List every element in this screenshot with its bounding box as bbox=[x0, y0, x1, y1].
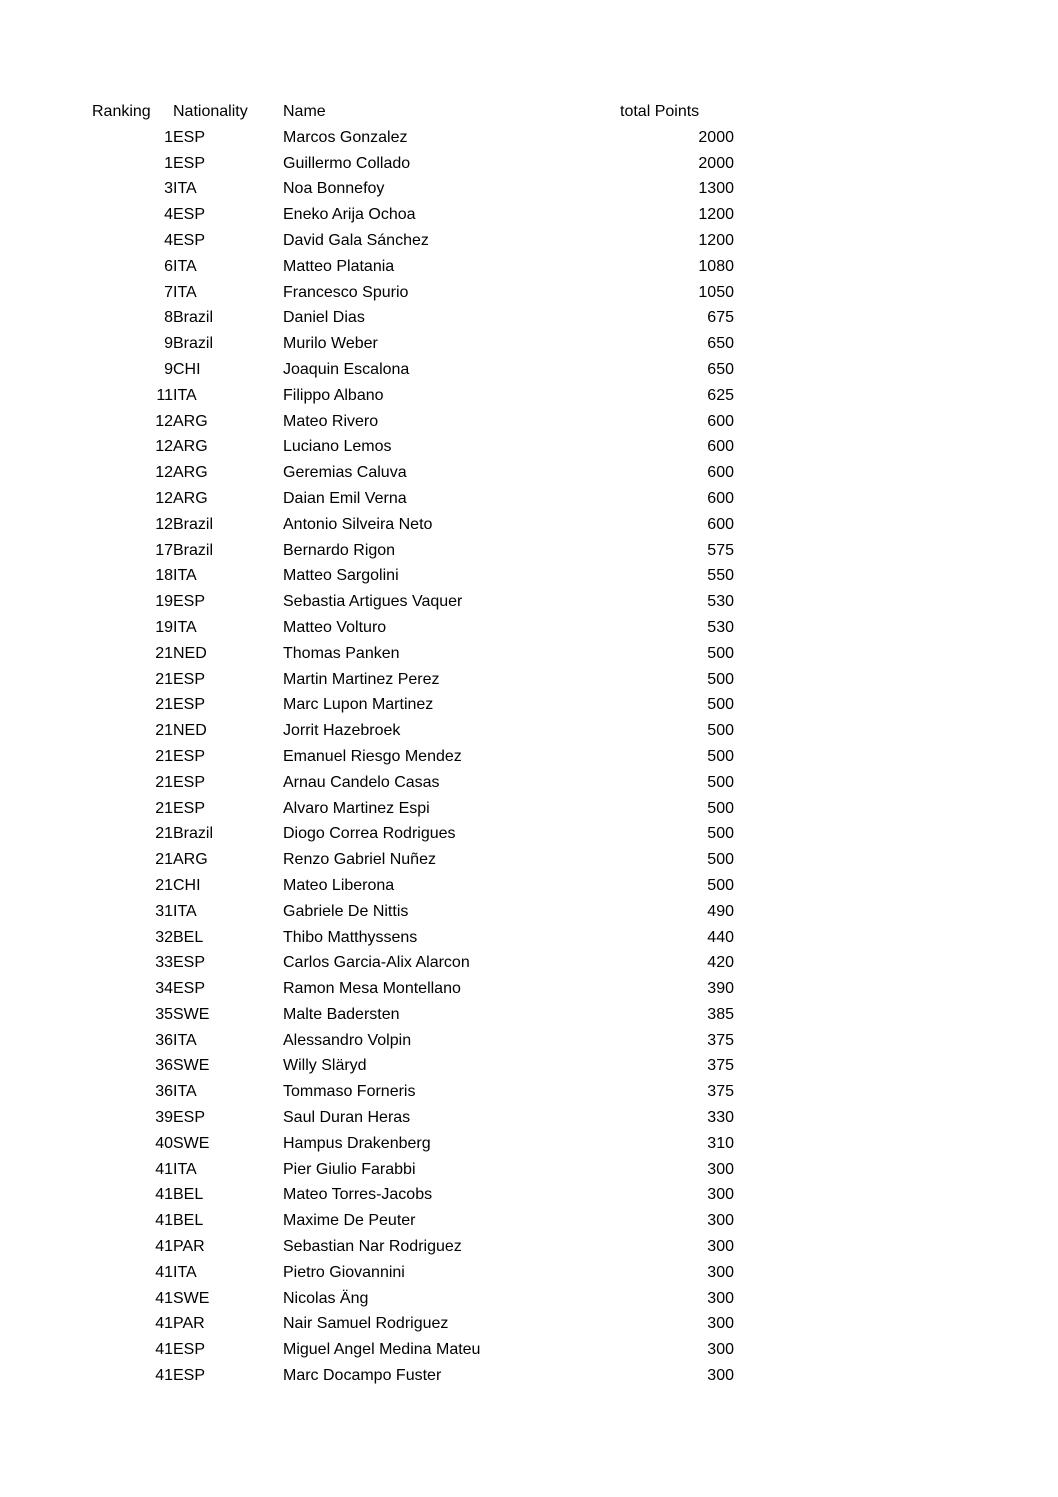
table-row bbox=[92, 538, 734, 564]
table-row bbox=[92, 486, 734, 512]
name-cell: Pier Giulio Farabbi bbox=[283, 1160, 416, 1178]
rank-cell: 41 bbox=[155, 1186, 173, 1204]
points-cell: 600 bbox=[707, 412, 734, 430]
rank-cell: 34 bbox=[155, 980, 173, 998]
points-cell: 385 bbox=[707, 1005, 734, 1023]
col-header-nationality: Nationality bbox=[173, 103, 248, 120]
points-cell: 600 bbox=[707, 464, 734, 482]
rank-cell: 33 bbox=[155, 954, 173, 972]
table-row bbox=[92, 718, 734, 744]
name-cell: Jorrit Hazebroek bbox=[283, 722, 401, 740]
table-row bbox=[92, 383, 734, 409]
rank-cell: 41 bbox=[155, 1289, 173, 1307]
nationality-cell: ARG bbox=[173, 412, 208, 430]
points-cell: 300 bbox=[707, 1367, 734, 1385]
name-cell: Diogo Correa Rodrigues bbox=[283, 825, 456, 843]
table-row bbox=[92, 641, 734, 667]
name-cell: Matteo Volturo bbox=[283, 618, 387, 636]
table-row bbox=[92, 228, 734, 254]
nationality-cell: ITA bbox=[173, 1083, 197, 1101]
nationality-cell: ITA bbox=[173, 1263, 197, 1281]
points-cell: 490 bbox=[707, 902, 734, 920]
table-row bbox=[92, 667, 734, 693]
nationality-cell: SWE bbox=[173, 1057, 210, 1075]
table-row bbox=[92, 899, 734, 925]
points-cell: 300 bbox=[707, 1238, 734, 1256]
rank-cell: 6 bbox=[164, 257, 173, 275]
name-cell: Pietro Giovannini bbox=[283, 1263, 405, 1281]
points-cell: 600 bbox=[707, 515, 734, 533]
name-cell: Saul Duran Heras bbox=[283, 1109, 411, 1127]
rank-cell: 12 bbox=[155, 438, 173, 456]
points-cell: 675 bbox=[707, 309, 734, 327]
name-cell: Ramon Mesa Montellano bbox=[283, 980, 461, 998]
rank-cell: 18 bbox=[155, 567, 173, 585]
rank-cell: 19 bbox=[155, 593, 173, 611]
rank-cell: 41 bbox=[155, 1367, 173, 1385]
name-cell: Alessandro Volpin bbox=[283, 1031, 412, 1049]
name-cell: Mateo Torres-Jacobs bbox=[283, 1186, 433, 1204]
rank-cell: 12 bbox=[155, 412, 173, 430]
table-row bbox=[92, 1363, 734, 1389]
name-cell: David Gala Sánchez bbox=[283, 231, 429, 249]
ranking-table bbox=[92, 99, 734, 1389]
name-cell: Martin Martinez Perez bbox=[283, 670, 440, 688]
name-cell: Antonio Silveira Neto bbox=[283, 515, 433, 533]
nationality-cell: CHI bbox=[173, 360, 201, 378]
table-row bbox=[92, 873, 734, 899]
rank-cell: 4 bbox=[164, 231, 173, 249]
table-row bbox=[92, 847, 734, 873]
points-cell: 550 bbox=[707, 567, 734, 585]
name-cell: Murilo Weber bbox=[283, 335, 378, 353]
rank-cell: 31 bbox=[155, 902, 173, 920]
points-cell: 300 bbox=[707, 1212, 734, 1230]
points-cell: 500 bbox=[707, 670, 734, 688]
nationality-cell: ARG bbox=[173, 438, 208, 456]
rank-cell: 36 bbox=[155, 1057, 173, 1075]
rank-cell: 3 bbox=[164, 180, 173, 198]
nationality-cell: ITA bbox=[173, 567, 197, 585]
rank-cell: 12 bbox=[155, 489, 173, 507]
table-row bbox=[92, 125, 734, 151]
table-row bbox=[92, 615, 734, 641]
nationality-cell: ITA bbox=[173, 386, 197, 404]
document-page bbox=[92, 99, 734, 1389]
rank-cell: 1 bbox=[164, 154, 173, 172]
nationality-cell: ESP bbox=[173, 1367, 206, 1385]
rank-cell: 21 bbox=[155, 825, 173, 843]
points-cell: 1200 bbox=[698, 206, 734, 224]
rank-cell: 21 bbox=[155, 670, 173, 688]
nationality-cell: ESP bbox=[173, 670, 206, 688]
name-cell: Daian Emil Verna bbox=[283, 489, 407, 507]
points-cell: 1050 bbox=[698, 283, 734, 301]
nationality-cell: CHI bbox=[173, 876, 201, 894]
table-row bbox=[92, 254, 734, 280]
points-cell: 650 bbox=[707, 360, 734, 378]
nationality-cell: BEL bbox=[173, 1212, 204, 1230]
name-cell: Nair Samuel Rodriguez bbox=[283, 1315, 449, 1333]
rank-cell: 21 bbox=[155, 876, 173, 894]
rank-cell: 41 bbox=[155, 1238, 173, 1256]
table-row bbox=[92, 821, 734, 847]
points-cell: 300 bbox=[707, 1186, 734, 1204]
nationality-cell: ITA bbox=[173, 1031, 197, 1049]
table-row bbox=[92, 744, 734, 770]
rank-cell: 21 bbox=[155, 747, 173, 765]
rank-cell: 21 bbox=[155, 696, 173, 714]
points-cell: 2000 bbox=[698, 128, 734, 146]
rank-cell: 41 bbox=[155, 1341, 173, 1359]
name-cell: Bernardo Rigon bbox=[283, 541, 396, 559]
nationality-cell: ESP bbox=[173, 980, 206, 998]
rank-cell: 21 bbox=[155, 722, 173, 740]
points-cell: 500 bbox=[707, 696, 734, 714]
points-cell: 575 bbox=[707, 541, 734, 559]
rank-cell: 21 bbox=[155, 773, 173, 791]
table-row bbox=[92, 563, 734, 589]
rank-cell: 7 bbox=[164, 283, 173, 301]
name-cell: Carlos Garcia-Alix Alarcon bbox=[283, 954, 470, 972]
name-cell: Thibo Matthyssens bbox=[283, 928, 418, 946]
table-row bbox=[92, 409, 734, 435]
points-cell: 600 bbox=[707, 438, 734, 456]
rank-cell: 21 bbox=[155, 644, 173, 662]
table-row bbox=[92, 1208, 734, 1234]
nationality-cell: ESP bbox=[173, 231, 206, 249]
name-cell: Emanuel Riesgo Mendez bbox=[283, 747, 462, 765]
points-cell: 500 bbox=[707, 825, 734, 843]
name-cell: Nicolas Äng bbox=[283, 1289, 369, 1307]
table-row bbox=[92, 1234, 734, 1260]
points-cell: 2000 bbox=[698, 154, 734, 172]
table-row bbox=[92, 1079, 734, 1105]
rank-cell: 12 bbox=[155, 464, 173, 482]
points-cell: 310 bbox=[707, 1134, 734, 1152]
rank-cell: 17 bbox=[155, 541, 173, 559]
points-cell: 650 bbox=[707, 335, 734, 353]
table-row bbox=[92, 1311, 734, 1337]
nationality-cell: PAR bbox=[173, 1315, 205, 1333]
points-cell: 1300 bbox=[698, 180, 734, 198]
rank-cell: 19 bbox=[155, 618, 173, 636]
table-row bbox=[92, 305, 734, 331]
table-row bbox=[92, 1028, 734, 1054]
points-cell: 375 bbox=[707, 1031, 734, 1049]
name-cell: Matteo Platania bbox=[283, 257, 395, 275]
table-row bbox=[92, 925, 734, 951]
points-cell: 420 bbox=[707, 954, 734, 972]
points-cell: 440 bbox=[707, 928, 734, 946]
name-cell: Filippo Albano bbox=[283, 386, 384, 404]
rank-cell: 40 bbox=[155, 1134, 173, 1152]
rank-cell: 41 bbox=[155, 1315, 173, 1333]
name-cell: Marc Lupon Martinez bbox=[283, 696, 434, 714]
name-cell: Luciano Lemos bbox=[283, 438, 392, 456]
name-cell: Sebastia Artigues Vaquer bbox=[283, 593, 463, 611]
points-cell: 500 bbox=[707, 747, 734, 765]
table-row bbox=[92, 1053, 734, 1079]
nationality-cell: ESP bbox=[173, 954, 206, 972]
table-row bbox=[92, 976, 734, 1002]
table-row bbox=[92, 460, 734, 486]
rank-cell: 39 bbox=[155, 1109, 173, 1127]
col-header-ranking: Ranking bbox=[92, 103, 151, 120]
name-cell: Sebastian Nar Rodriguez bbox=[283, 1238, 462, 1256]
points-cell: 375 bbox=[707, 1057, 734, 1075]
rank-cell: 21 bbox=[155, 799, 173, 817]
table-row bbox=[92, 331, 734, 357]
name-cell: Thomas Panken bbox=[283, 644, 400, 662]
rank-cell: 12 bbox=[155, 515, 173, 533]
nationality-cell: ESP bbox=[173, 206, 206, 224]
name-cell: Guillermo Collado bbox=[283, 154, 411, 172]
points-cell: 500 bbox=[707, 773, 734, 791]
table-row bbox=[92, 512, 734, 538]
nationality-cell: ESP bbox=[173, 593, 206, 611]
name-cell: Mateo Liberona bbox=[283, 876, 395, 894]
rank-cell: 36 bbox=[155, 1031, 173, 1049]
table-row bbox=[92, 770, 734, 796]
table-row bbox=[92, 434, 734, 460]
name-cell: Joaquin Escalona bbox=[283, 360, 410, 378]
nationality-cell: ESP bbox=[173, 1109, 206, 1127]
rank-cell: 32 bbox=[155, 928, 173, 946]
name-cell: Miguel Angel Medina Mateu bbox=[283, 1341, 481, 1359]
points-cell: 330 bbox=[707, 1109, 734, 1127]
name-cell: Tommaso Forneris bbox=[283, 1083, 416, 1101]
nationality-cell: Brazil bbox=[173, 515, 214, 533]
points-cell: 500 bbox=[707, 851, 734, 869]
nationality-cell: PAR bbox=[173, 1238, 205, 1256]
rank-cell: 36 bbox=[155, 1083, 173, 1101]
nationality-cell: Brazil bbox=[173, 335, 214, 353]
rank-cell: 35 bbox=[155, 1005, 173, 1023]
nationality-cell: ESP bbox=[173, 747, 206, 765]
nationality-cell: ARG bbox=[173, 851, 208, 869]
points-cell: 300 bbox=[707, 1263, 734, 1281]
points-cell: 625 bbox=[707, 386, 734, 404]
nationality-cell: ITA bbox=[173, 283, 197, 301]
rank-cell: 41 bbox=[155, 1160, 173, 1178]
points-cell: 600 bbox=[707, 489, 734, 507]
table-row bbox=[92, 1337, 734, 1363]
name-cell: Matteo Sargolini bbox=[283, 567, 399, 585]
points-cell: 300 bbox=[707, 1315, 734, 1333]
table-row bbox=[92, 692, 734, 718]
rank-cell: 9 bbox=[164, 335, 173, 353]
points-cell: 1200 bbox=[698, 231, 734, 249]
nationality-cell: BEL bbox=[173, 928, 204, 946]
name-cell: Noa Bonnefoy bbox=[283, 180, 385, 198]
rank-cell: 41 bbox=[155, 1212, 173, 1230]
table-row bbox=[92, 357, 734, 383]
nationality-cell: ITA bbox=[173, 257, 197, 275]
points-cell: 500 bbox=[707, 876, 734, 894]
nationality-cell: ARG bbox=[173, 464, 208, 482]
points-cell: 1080 bbox=[698, 257, 734, 275]
table-row bbox=[92, 1131, 734, 1157]
rank-cell: 9 bbox=[164, 360, 173, 378]
table-body bbox=[92, 125, 734, 1389]
name-cell: Geremias Caluva bbox=[283, 464, 407, 482]
points-cell: 300 bbox=[707, 1160, 734, 1178]
table-row bbox=[92, 1002, 734, 1028]
nationality-cell: Brazil bbox=[173, 825, 214, 843]
table-row bbox=[92, 1157, 734, 1183]
name-cell: Francesco Spurio bbox=[283, 283, 409, 301]
name-cell: Marc Docampo Fuster bbox=[283, 1367, 442, 1385]
name-cell: Malte Badersten bbox=[283, 1005, 400, 1023]
table-row bbox=[92, 1105, 734, 1131]
nationality-cell: SWE bbox=[173, 1289, 210, 1307]
table-row bbox=[92, 589, 734, 615]
nationality-cell: ESP bbox=[173, 154, 206, 172]
nationality-cell: BEL bbox=[173, 1186, 204, 1204]
points-cell: 375 bbox=[707, 1083, 734, 1101]
nationality-cell: NED bbox=[173, 722, 207, 740]
table-row bbox=[92, 202, 734, 228]
name-cell: Hampus Drakenberg bbox=[283, 1134, 431, 1152]
rank-cell: 4 bbox=[164, 206, 173, 224]
points-cell: 300 bbox=[707, 1289, 734, 1307]
name-cell: Marcos Gonzalez bbox=[283, 128, 408, 146]
points-cell: 530 bbox=[707, 618, 734, 636]
table-header-row bbox=[92, 99, 734, 125]
nationality-cell: ITA bbox=[173, 902, 197, 920]
table-row bbox=[92, 280, 734, 306]
name-cell: Mateo Rivero bbox=[283, 412, 379, 430]
nationality-cell: ESP bbox=[173, 696, 206, 714]
table-row bbox=[92, 1182, 734, 1208]
nationality-cell: ITA bbox=[173, 1160, 197, 1178]
nationality-cell: Brazil bbox=[173, 309, 214, 327]
nationality-cell: ITA bbox=[173, 180, 197, 198]
name-cell: Willy Släryd bbox=[283, 1057, 367, 1075]
rank-cell: 8 bbox=[164, 309, 173, 327]
table-row bbox=[92, 950, 734, 976]
table-row bbox=[92, 151, 734, 177]
points-cell: 500 bbox=[707, 722, 734, 740]
nationality-cell: SWE bbox=[173, 1005, 210, 1023]
points-cell: 500 bbox=[707, 799, 734, 817]
nationality-cell: Brazil bbox=[173, 541, 214, 559]
nationality-cell: NED bbox=[173, 644, 207, 662]
name-cell: Eneko Arija Ochoa bbox=[283, 206, 416, 224]
name-cell: Maxime De Peuter bbox=[283, 1212, 416, 1230]
nationality-cell: ARG bbox=[173, 489, 208, 507]
table-row bbox=[92, 1286, 734, 1312]
col-header-total-points: total Points bbox=[620, 103, 700, 120]
name-cell: Arnau Candelo Casas bbox=[283, 773, 440, 791]
points-cell: 300 bbox=[707, 1341, 734, 1359]
nationality-cell: ESP bbox=[173, 128, 206, 146]
points-cell: 500 bbox=[707, 644, 734, 662]
points-cell: 530 bbox=[707, 593, 734, 611]
rank-cell: 11 bbox=[156, 386, 173, 404]
name-cell: Gabriele De Nittis bbox=[283, 902, 409, 920]
name-cell: Daniel Dias bbox=[283, 309, 365, 327]
nationality-cell: ESP bbox=[173, 1341, 206, 1359]
nationality-cell: ESP bbox=[173, 799, 206, 817]
rank-cell: 41 bbox=[155, 1263, 173, 1281]
rank-cell: 1 bbox=[164, 128, 173, 146]
name-cell: Renzo Gabriel Nuñez bbox=[283, 851, 436, 869]
name-cell: Alvaro Martinez Espi bbox=[283, 799, 430, 817]
col-header-name: Name bbox=[283, 103, 326, 120]
rank-cell: 21 bbox=[155, 851, 173, 869]
nationality-cell: SWE bbox=[173, 1134, 210, 1152]
table-row bbox=[92, 1260, 734, 1286]
table-row bbox=[92, 176, 734, 202]
table-row bbox=[92, 796, 734, 822]
nationality-cell: ESP bbox=[173, 773, 206, 791]
points-cell: 390 bbox=[707, 980, 734, 998]
nationality-cell: ITA bbox=[173, 618, 197, 636]
